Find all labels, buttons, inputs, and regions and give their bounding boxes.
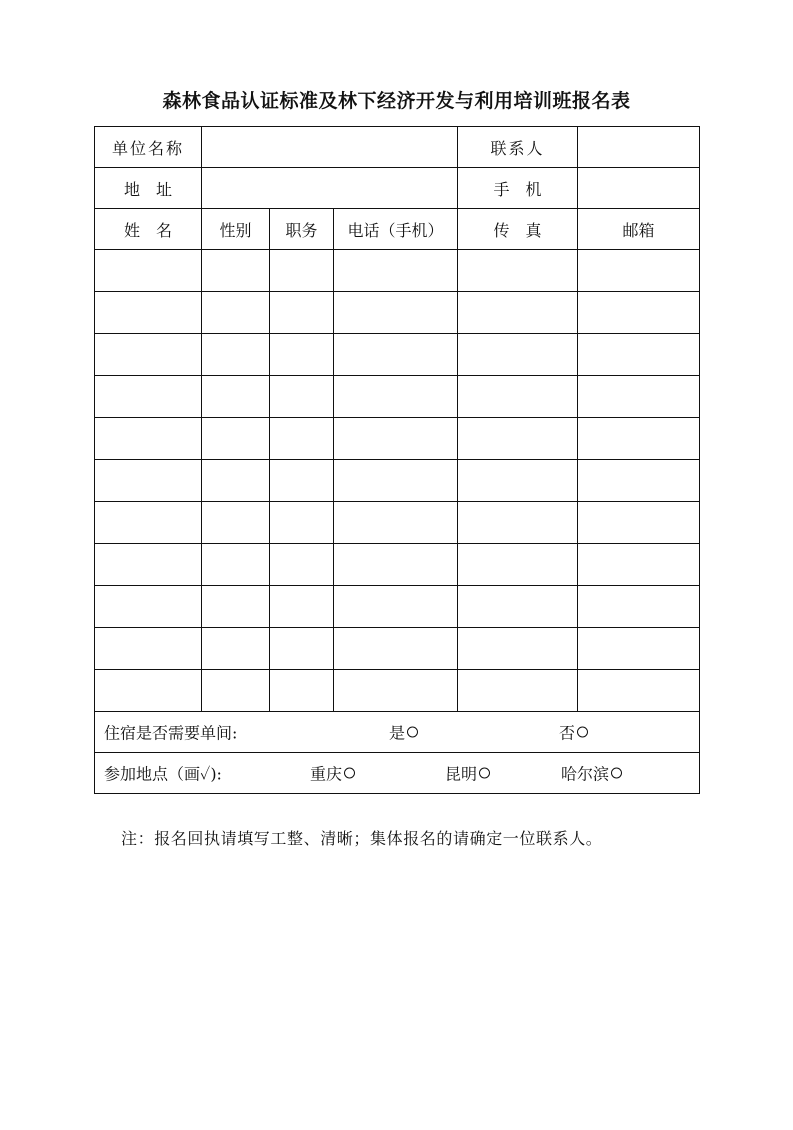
cell-phone[interactable] xyxy=(334,544,458,586)
footnote: 注：报名回执请填写工整、清晰；集体报名的请确定一位联系人。 xyxy=(121,829,603,848)
address-field[interactable] xyxy=(202,168,458,209)
location-option-chongqing[interactable] xyxy=(310,762,355,785)
col-header-gender: 性别 xyxy=(202,209,270,250)
cell-gender[interactable] xyxy=(202,502,270,544)
mobile-label: 手 机 xyxy=(458,168,578,209)
cell-phone[interactable] xyxy=(334,418,458,460)
cell-email[interactable] xyxy=(578,334,700,376)
table-row xyxy=(95,250,700,292)
cell-position[interactable] xyxy=(270,460,334,502)
cell-email[interactable] xyxy=(578,586,700,628)
cell-name[interactable] xyxy=(95,334,202,376)
address-row xyxy=(95,168,700,209)
cell-email[interactable] xyxy=(578,460,700,502)
cell-phone[interactable] xyxy=(334,586,458,628)
radio-circle-icon[interactable] xyxy=(479,768,490,779)
location-option-label: 重庆 xyxy=(310,764,343,784)
cell-position[interactable] xyxy=(270,334,334,376)
radio-circle-icon[interactable] xyxy=(344,768,355,779)
cell-gender[interactable] xyxy=(202,292,270,334)
cell-fax[interactable] xyxy=(458,544,578,586)
cell-position[interactable] xyxy=(270,628,334,670)
location-label: 参加地点（画✓): xyxy=(104,764,222,784)
cell-gender[interactable] xyxy=(202,460,270,502)
radio-circle-icon[interactable] xyxy=(611,768,622,779)
cell-email[interactable] xyxy=(578,250,700,292)
lodging-label: 住宿是否需要单间: xyxy=(104,723,238,743)
cell-fax[interactable] xyxy=(458,418,578,460)
registration-table xyxy=(94,126,700,794)
cell-fax[interactable] xyxy=(458,250,578,292)
cell-phone[interactable] xyxy=(334,502,458,544)
cell-email[interactable] xyxy=(578,376,700,418)
cell-gender[interactable] xyxy=(202,586,270,628)
cell-phone[interactable] xyxy=(334,670,458,712)
cell-fax[interactable] xyxy=(458,502,578,544)
cell-gender[interactable] xyxy=(202,250,270,292)
table-row xyxy=(95,460,700,502)
cell-email[interactable] xyxy=(578,502,700,544)
cell-gender[interactable] xyxy=(202,670,270,712)
cell-name[interactable] xyxy=(95,250,202,292)
cell-fax[interactable] xyxy=(458,292,578,334)
cell-name[interactable] xyxy=(95,502,202,544)
cell-fax[interactable] xyxy=(458,670,578,712)
col-header-fax: 传 真 xyxy=(458,209,578,250)
table-row xyxy=(95,544,700,586)
cell-email[interactable] xyxy=(578,544,700,586)
cell-name[interactable] xyxy=(95,544,202,586)
lodging-cell xyxy=(95,712,700,753)
cell-gender[interactable] xyxy=(202,544,270,586)
table-row xyxy=(95,376,700,418)
table-row xyxy=(95,502,700,544)
cell-email[interactable] xyxy=(578,670,700,712)
cell-email[interactable] xyxy=(578,628,700,670)
col-header-position: 职务 xyxy=(270,209,334,250)
cell-name[interactable] xyxy=(95,628,202,670)
location-option-label: 哈尔滨 xyxy=(561,764,610,784)
table-row xyxy=(95,418,700,460)
cell-position[interactable] xyxy=(270,292,334,334)
location-option-label: 昆明 xyxy=(445,764,478,784)
contact-label: 联系人 xyxy=(458,127,578,168)
col-header-phone: 电话（手机） xyxy=(334,209,458,250)
cell-fax[interactable] xyxy=(458,586,578,628)
lodging-yes-option[interactable] xyxy=(389,721,418,744)
cell-fax[interactable] xyxy=(458,460,578,502)
table-row xyxy=(95,670,700,712)
cell-name[interactable] xyxy=(95,292,202,334)
cell-fax[interactable] xyxy=(458,628,578,670)
location-row xyxy=(95,753,700,794)
lodging-no-label: 否 xyxy=(559,723,576,743)
cell-email[interactable] xyxy=(578,418,700,460)
col-header-name: 姓 名 xyxy=(95,209,202,250)
table-row xyxy=(95,628,700,670)
form-title: 森林食品认证标准及林下经济开发与利用培训班报名表 xyxy=(162,90,631,112)
cell-position[interactable] xyxy=(270,376,334,418)
mobile-field[interactable] xyxy=(578,168,700,209)
cell-name[interactable] xyxy=(95,460,202,502)
cell-name[interactable] xyxy=(95,670,202,712)
cell-gender[interactable] xyxy=(202,334,270,376)
unit-name-label: 单位名称 xyxy=(95,127,202,168)
cell-position[interactable] xyxy=(270,250,334,292)
table-row xyxy=(95,586,700,628)
cell-gender[interactable] xyxy=(202,418,270,460)
cell-position[interactable] xyxy=(270,418,334,460)
person-rows xyxy=(95,250,700,712)
unit-name-field[interactable] xyxy=(202,127,458,168)
cell-phone[interactable] xyxy=(334,628,458,670)
radio-circle-icon[interactable] xyxy=(577,727,588,738)
cell-phone[interactable] xyxy=(334,250,458,292)
cell-email[interactable] xyxy=(578,292,700,334)
col-header-email: 邮箱 xyxy=(578,209,700,250)
cell-phone[interactable] xyxy=(334,334,458,376)
cell-position[interactable] xyxy=(270,670,334,712)
cell-position[interactable] xyxy=(270,502,334,544)
cell-fax[interactable] xyxy=(458,376,578,418)
table-row xyxy=(95,334,700,376)
lodging-no-option[interactable] xyxy=(559,721,588,744)
address-label: 地 址 xyxy=(95,168,202,209)
lodging-row xyxy=(95,712,700,753)
cell-name[interactable] xyxy=(95,376,202,418)
location-option-harbin[interactable] xyxy=(561,762,622,785)
cell-phone[interactable] xyxy=(334,376,458,418)
cell-phone[interactable] xyxy=(334,460,458,502)
location-cell xyxy=(95,753,700,794)
cell-position[interactable] xyxy=(270,586,334,628)
cell-gender[interactable] xyxy=(202,376,270,418)
cell-position[interactable] xyxy=(270,544,334,586)
radio-circle-icon[interactable] xyxy=(407,727,418,738)
cell-phone[interactable] xyxy=(334,292,458,334)
unit-row xyxy=(95,127,700,168)
cell-gender[interactable] xyxy=(202,628,270,670)
contact-field[interactable] xyxy=(578,127,700,168)
location-option-kunming[interactable] xyxy=(445,762,490,785)
cell-name[interactable] xyxy=(95,418,202,460)
cell-fax[interactable] xyxy=(458,334,578,376)
lodging-yes-label: 是 xyxy=(389,723,406,743)
table-row xyxy=(95,292,700,334)
cell-name[interactable] xyxy=(95,586,202,628)
column-header-row xyxy=(95,209,700,250)
